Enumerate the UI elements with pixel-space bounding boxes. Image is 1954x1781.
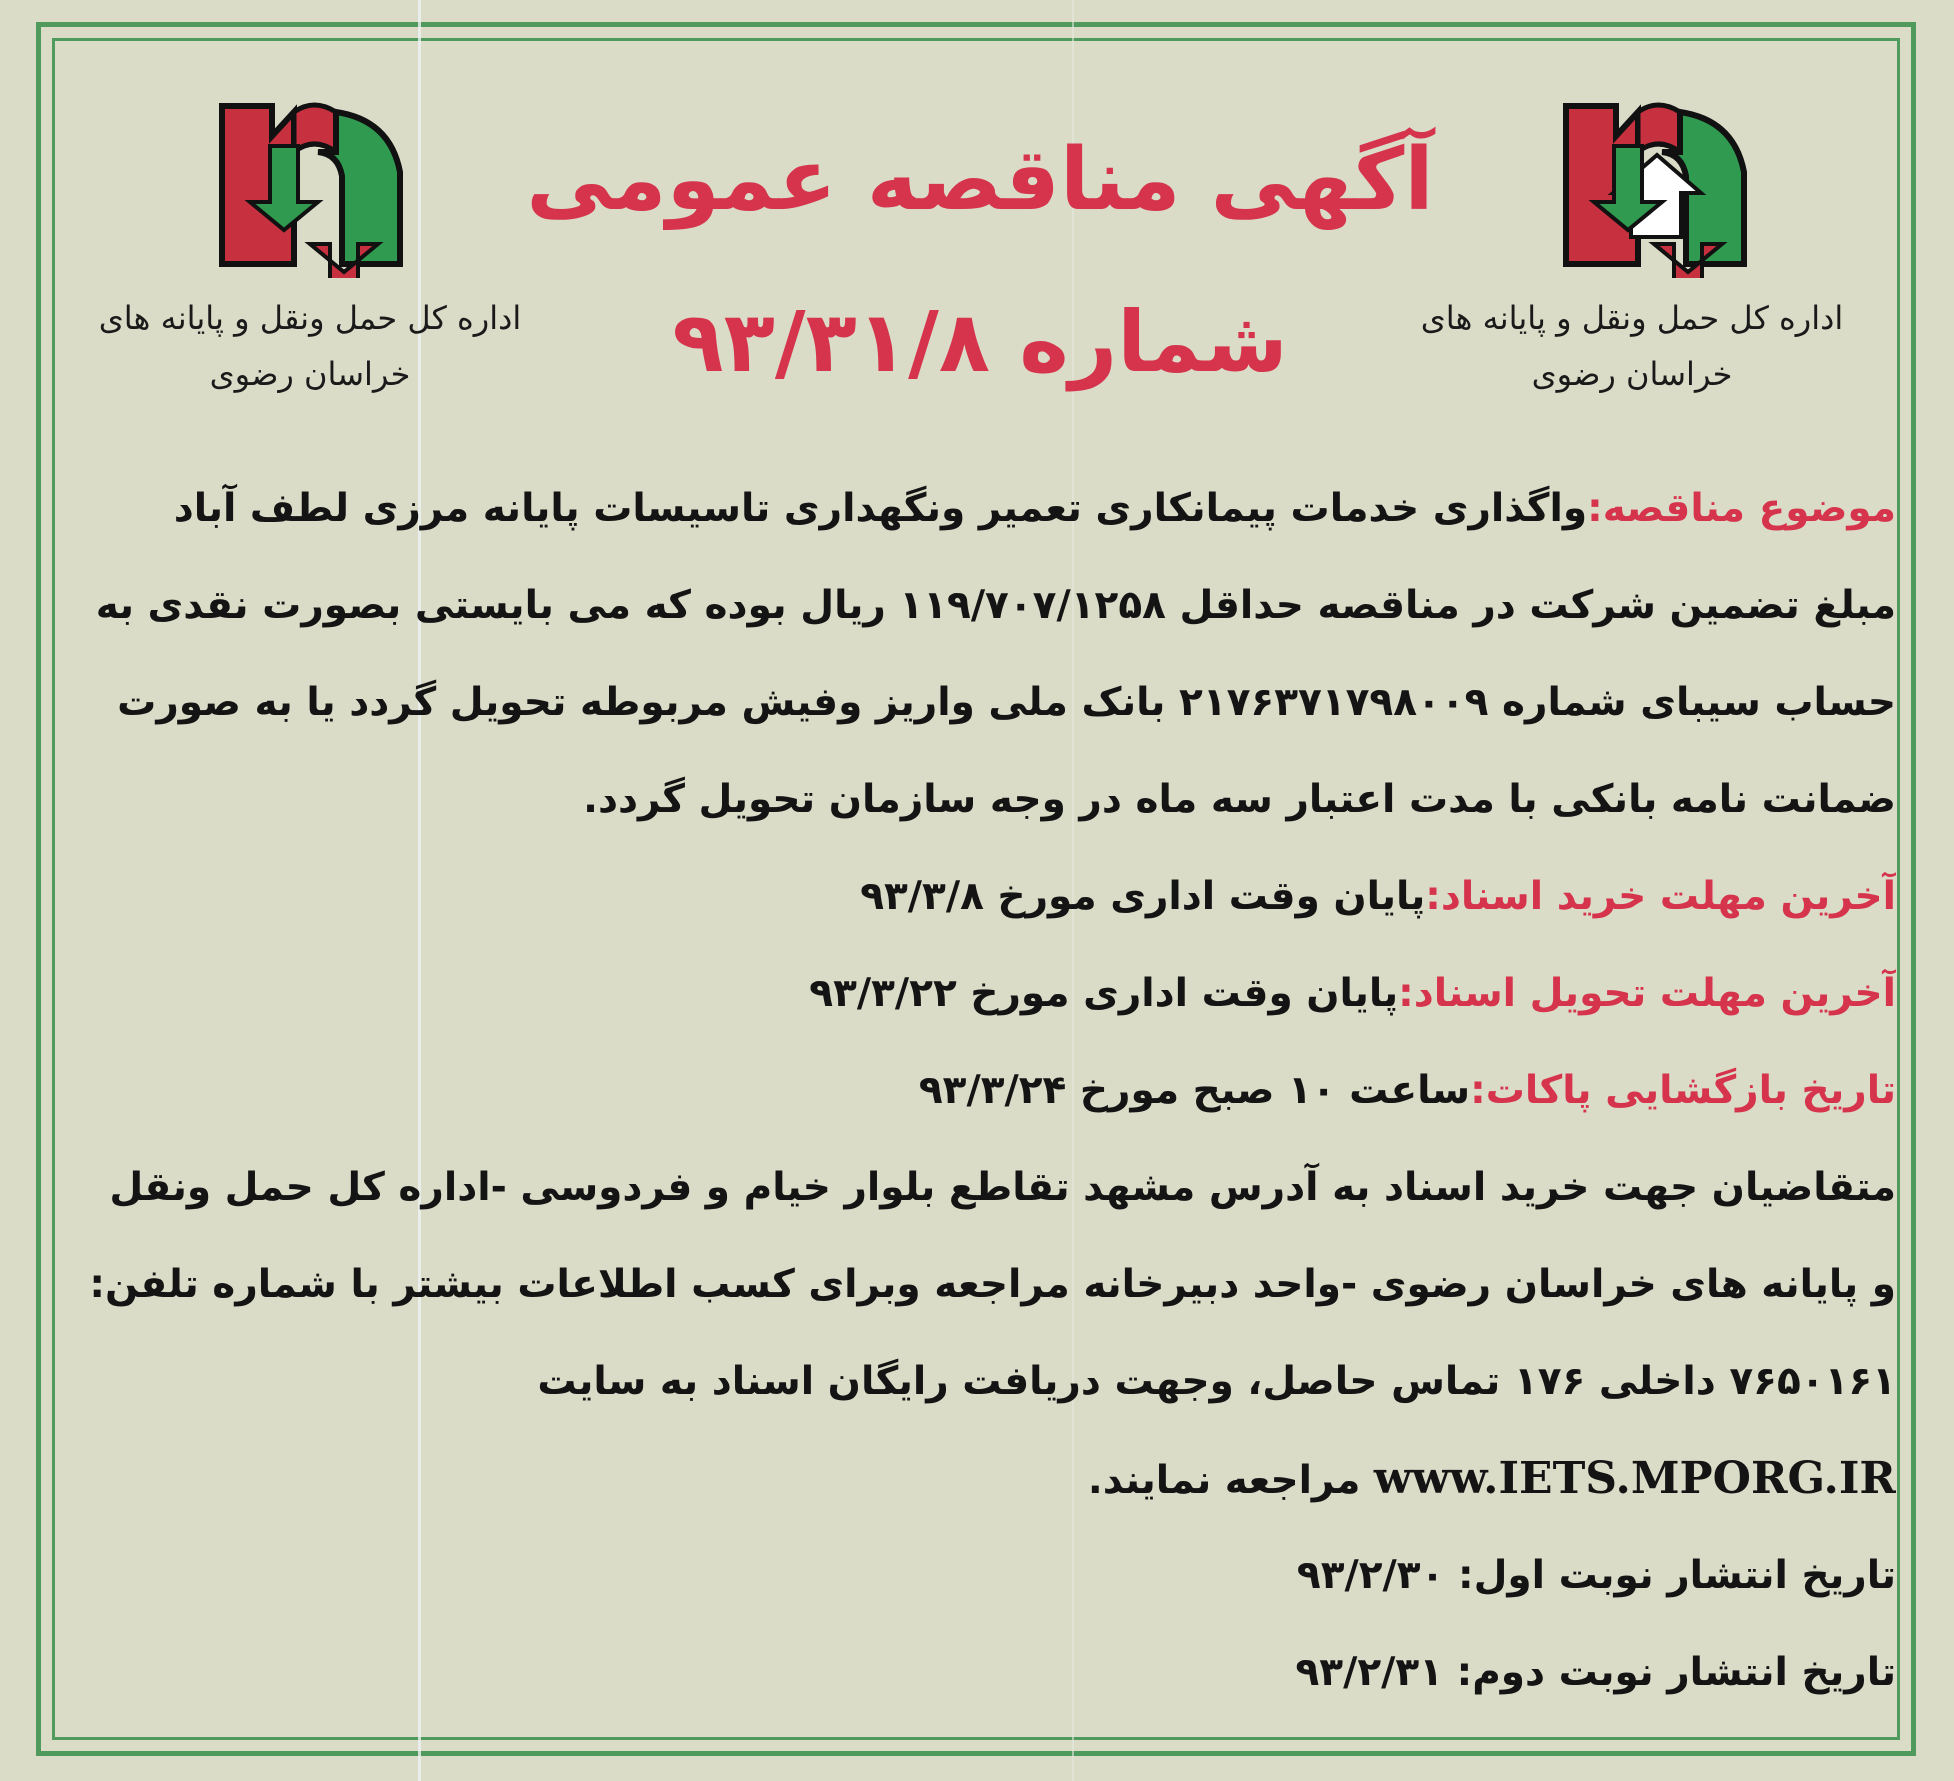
notice-body: [80, 460, 1896, 1721]
opening-date-text: ساعت ۱۰ صبح مورخ ۹۳/۳/۲۴: [918, 1068, 1471, 1113]
rahdari-logo-icon: [1558, 92, 1758, 278]
opening-date-line: [80, 1042, 1896, 1139]
org-name-line: خراسان رضوی: [1531, 355, 1733, 393]
rahdari-logo-icon: [214, 92, 414, 278]
guarantee-line: مبلغ تضمین شرکت در مناقصه حداقل ۱۱۹/۷۰۷/۱۲۵۸ ریال بوده که می بایستی بصورت نقدی به: [95, 583, 1896, 628]
org-name-line: اداره کل حمل ونقل و پایانه های: [98, 299, 522, 337]
website-line: [80, 1430, 1896, 1527]
notice-title: آگهی مناقصه عمومی: [526, 130, 1434, 230]
purchase-deadline-text: پایان وقت اداری مورخ ۹۳/۳/۸: [860, 874, 1426, 919]
applicants-line: و پایانه های خراسان رضوی -واحد دبیرخانه مراجعه وبرای کسب اطلاعات بیشتر با شماره تلفن:: [89, 1262, 1896, 1307]
guarantee-line: حساب سیبای شماره ۲۱۷۶۳۷۱۷۹۸۰۰۹ بانک ملی واریز وفیش مربوطه تحویل گردد یا به صورت: [117, 680, 1896, 725]
org-name-right: [1392, 290, 1872, 402]
purchase-deadline-label: آخرین مهلت خرید اسناد:: [1425, 874, 1896, 919]
notice-number: شماره ۹۳/۳۱/۸: [672, 293, 1288, 391]
org-name-left: [70, 290, 550, 402]
website-suffix: مراجعه نمایند.: [1087, 1458, 1361, 1503]
org-name-line: خراسان رضوی: [209, 355, 411, 393]
purchase-deadline-line: [80, 848, 1896, 945]
publication-date-second: تاریخ انتشار نوبت دوم: ۹۳/۲/۳۱: [1295, 1650, 1896, 1695]
website-link[interactable]: www.IETS.MPORG.IR: [1373, 1453, 1896, 1504]
applicants-line: ۷۶۵۰۱۶۱ داخلی ۱۷۶ تماس حاصل، وجهت دریافت رایگان اسناد به سایت: [537, 1359, 1896, 1404]
delivery-deadline-label: آخرین مهلت تحویل اسناد:: [1398, 971, 1896, 1016]
delivery-deadline-line: [80, 945, 1896, 1042]
delivery-deadline-text: پایان وقت اداری مورخ ۹۳/۳/۲۲: [809, 971, 1399, 1016]
opening-date-label: تاریخ بازگشایی پاکات:: [1470, 1068, 1896, 1113]
org-name-line: اداره کل حمل ونقل و پایانه های: [1420, 299, 1844, 337]
subject-text: واگذاری خدمات پیمانکاری تعمیر ونگهداری تاسیسات پایانه مرزی لطف آباد: [173, 486, 1588, 531]
subject-line: [80, 460, 1896, 557]
publication-date-first: تاریخ انتشار نوبت اول: ۹۳/۲/۳۰: [1296, 1553, 1896, 1598]
applicants-line: متقاضیان جهت خرید اسناد به آدرس مشهد تقاطع بلوار خیام و فردوسی -اداره کل حمل ونقل: [109, 1165, 1896, 1210]
guarantee-line: ضمانت نامه بانکی با مدت اعتبار سه ماه در وجه سازمان تحویل گردد.: [583, 777, 1896, 822]
subject-label: موضوع مناقصه:: [1587, 486, 1896, 531]
